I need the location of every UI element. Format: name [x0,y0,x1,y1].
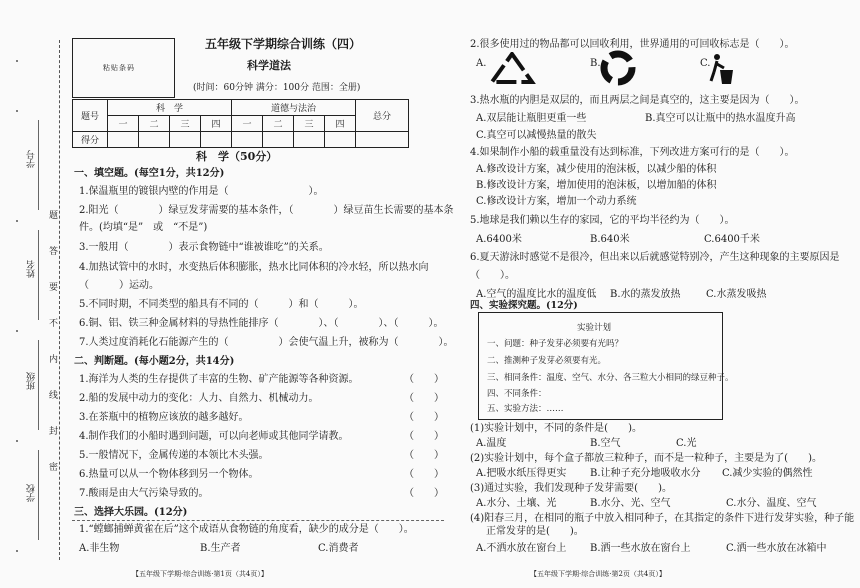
barcode-box [72,38,175,98]
score-field[interactable] [325,132,356,148]
binding-dot [16,550,18,552]
seal-char: 线 [49,391,59,401]
plan-line: 四、不同条件： [487,389,547,399]
option-b[interactable]: B.水分、光、空气 [590,498,671,509]
answer-paren[interactable]: （ ） [404,412,444,423]
divider [72,520,444,521]
binding-dot [16,330,18,332]
option-c[interactable]: C.修改设计方案，增加一个动力系统 [476,196,637,207]
table-header: 道德与法治 [232,100,356,116]
binding-margin [0,0,62,588]
underline [38,230,39,320]
option-c[interactable]: C.6400千米 [704,234,760,245]
question-text: 6.夏天游泳时感觉不是很冷，但出来以后就感觉特别冷，产生这种现象的主要原因是 [470,252,840,263]
recycle-triangle-icon [488,52,536,88]
question-text: 7.人类过度消耗化石能源产生的（ ）会使气温上升，被称为（ ）。 [79,337,454,348]
score-field[interactable] [139,132,170,148]
table-header: 总分 [356,100,409,132]
question-text: 5.不同时期，不同类型的船具有不同的（ ）和（ ）。 [79,299,364,310]
table-cell: 三 [170,116,201,132]
table-cell: 二 [263,116,294,132]
question-text: 3.热水瓶的内胆是双层的，而且两层之间是真空的，这主要是因为（ ）。 [470,95,805,106]
question-text: 1.“螳螂捕蝉黄雀在后”这个成语从食物链的角度看，缺少的成分是（ ）。 [79,524,414,535]
score-field[interactable] [263,132,294,148]
recycle-symbol-icon [598,50,638,90]
option-b[interactable]: B. [590,58,601,69]
option-a[interactable]: A.双层能让瓶胆更重一些 [476,113,587,124]
option-c[interactable]: C. [700,58,711,69]
plan-title: 实验计划 [577,323,612,333]
seal-char: 答 [49,247,59,257]
table-cell: 四 [325,116,356,132]
answer-paren[interactable]: （ ） [404,431,444,442]
seal-char: 密 [49,463,59,473]
option-b[interactable]: B.真空可以让瓶中的热水温度升高 [645,113,796,124]
statement-text: 4.制作我们的小船时遇到问题，可以向老师或其他同学请教。 [79,431,349,442]
table-cell: 三 [294,116,325,132]
option-a[interactable]: A.不洒水放在窗台上 [476,543,567,554]
statement-text: 5.一般情况下，金属传递的本领比木头强。 [79,450,269,461]
score-field[interactable] [294,132,325,148]
page-footer: 【五年级下学期·综合训练·第1页（共4页）】 [132,570,268,578]
experiment-heading: 四、实验探究题。(12分) [470,300,578,311]
option-c[interactable]: C.水分、温度、空气 [726,498,817,509]
barcode-label: 粘贴条码 [103,64,135,72]
student-number-label: 学号 [27,150,37,168]
score-field[interactable] [170,132,201,148]
option-a[interactable]: A.修改设计方案，减少使用的泡沫板，以减少船的体积 [476,164,717,175]
question-text: 2.阳光（ ）绿豆发芽需要的基本条件，（ ）绿豆苗生长需要的基本条 [79,205,454,216]
score-field[interactable] [108,132,139,148]
plan-line: 三、相同条件：温度、空气、水分、各三粒大小相同的绿豆种子。 [487,373,734,383]
score-field[interactable] [356,132,409,148]
table-header: 科 学 [108,100,232,116]
section-heading: 科 学（50分） [196,150,278,163]
answer-paren[interactable]: （ ） [404,488,444,499]
fill-in-heading: 一、填空题。(每空1分，共12分) [74,168,225,179]
subject-subtitle: 科学道法 [247,59,291,72]
question-text: 2.很多使用过的物品都可以回收利用，世界通用的可回收标志是（ ）。 [470,39,795,50]
option-b[interactable]: B.水的蒸发放热 [610,289,681,300]
experiment-plan-box [478,312,734,420]
table-cell: 一 [108,116,139,132]
statement-text: 6.热量可以从一个物体移到另一个物体。 [79,469,259,480]
school-label: 学校 [27,484,37,502]
option-b[interactable]: B.生产者 [200,543,241,554]
binding-dot [16,60,18,62]
seal-char: 要 [49,283,59,293]
option-b[interactable]: B.640米 [590,234,630,245]
question-text: （ ）。 [470,270,515,281]
question-text: 4.如果制作小船的载重量没有达到标准，下列改进方案可行的是（ ）。 [470,147,795,158]
statement-text: 7.酸雨是由大气污染导致的。 [79,488,209,499]
choice-heading: 三、选择大乐园。(12分) [74,507,188,518]
question-text: 件。(均填“是” 或 “不是”) [79,222,208,233]
option-c[interactable]: C.洒一些水放在冰箱中 [726,543,827,554]
option-a[interactable]: A.空气的温度比水的温度低 [476,289,597,300]
underline [38,120,39,210]
table-header: 题号 [73,100,108,132]
question-text: 4.加热试管中的水时，水变热后体积膨胀，热水比同体积的冷水轻，所以热水向 [79,262,429,273]
statement-text: 2.船的发展中动力的变化：人力、自然力、机械动力。 [79,393,319,404]
binding-dashed-line [59,40,60,560]
true-false-heading: 二、判断题。(每小题2分，共14分) [74,356,235,367]
option-c[interactable]: C.光 [676,438,697,449]
answer-paren[interactable]: （ ） [404,374,444,385]
plan-line: 一、问题：种子发芽必须要有光吗？ [487,339,624,349]
question-text: 3.一般用（ ）表示食物链中“谁被谁吃”的关系。 [79,242,329,253]
option-b[interactable]: B.洒一些水放在窗台上 [590,543,691,554]
page-title: 五年级下学期综合训练（四） [205,37,362,51]
question-text: 5.地球是我们赖以生存的家园，它的平均半径约为（ ）。 [470,215,735,226]
page-footer: 【五年级下学期·综合训练·第2页（共4页）】 [530,570,666,578]
binding-dot [16,110,18,112]
question-text: 6.铜、铝、铁三种金属材料的导热性能排序（ ）、（ ）、（ ）。 [79,318,444,329]
class-label: 班级 [27,372,37,390]
statement-text: 3.在茶瓶中的植物应该放的越多越好。 [79,412,249,423]
answer-paren[interactable]: （ ） [404,393,444,404]
option-c[interactable]: C.真空可以减慢热量的散失 [476,130,597,141]
table-cell: 四 [201,116,232,132]
score-table [72,99,409,148]
option-a[interactable]: A.非生物 [79,543,120,554]
option-a[interactable]: A. [476,58,487,69]
question-text: （ ）运动。 [79,280,159,291]
plan-line: 五、实验方法：…… [487,404,564,414]
table-cell: 一 [232,116,263,132]
option-c[interactable]: C.水蒸发吸热 [706,289,767,300]
option-c[interactable]: C.消费者 [318,543,359,554]
binding-dot [16,440,18,442]
table-header: 得分 [73,132,108,148]
binding-dot [16,220,18,222]
seal-char: 题 [49,211,59,221]
table-cell: 二 [139,116,170,132]
question-text: (1)实验计划中，不同的条件是( )。 [470,423,642,434]
option-b[interactable]: B.空气 [590,438,621,449]
question-text: 1.保温瓶里的镀银内壁的作用是（ ）。 [79,186,324,197]
question-text: (2)实验计划中，每个盒子都放三粒种子，而不是一粒种子，主要是为了( )。 [470,453,822,464]
option-a[interactable]: A.把吸水纸压得更实 [476,468,567,479]
seal-char: 内 [49,355,59,365]
score-field[interactable] [232,132,263,148]
underline [38,450,39,540]
answer-paren[interactable]: （ ） [404,450,444,461]
question-text: (4)阳春三月，在相同的瓶子中放入相同种子，在其指定的条件下进行发芽实验，种子能 [470,513,855,524]
statement-text: 1.海洋为人类的生存提供了丰富的生物、矿产能源等各种资源。 [79,374,359,385]
score-field[interactable] [201,132,232,148]
trash-bin-icon [706,52,738,90]
question-text: 正常发芽的是( )。 [486,526,584,537]
seal-char: 不 [49,319,59,329]
underline [38,340,39,430]
plan-line: 二、推测种子发芽必须要有光。 [487,356,607,366]
seal-char: 封 [49,427,59,437]
option-c[interactable]: C.减少实验的偶然性 [722,468,813,479]
option-b[interactable]: B.让种子充分地吸收水分 [590,468,701,479]
answer-paren[interactable]: （ ） [404,469,444,480]
option-a[interactable]: A.温度 [476,438,507,449]
student-name-label: 姓名 [27,260,37,278]
question-text: (3)通过实验，我们发现种子发芽需要( )。 [470,483,672,494]
option-a[interactable]: A.6400米 [476,234,522,245]
exam-info: (时间：60分钟 满分：100分 范围：全册) [193,83,361,93]
option-a[interactable]: A.水分、土壤、光 [476,498,557,509]
option-b[interactable]: B.修改设计方案，增加使用的泡沫板，以增加船的体积 [476,180,717,191]
